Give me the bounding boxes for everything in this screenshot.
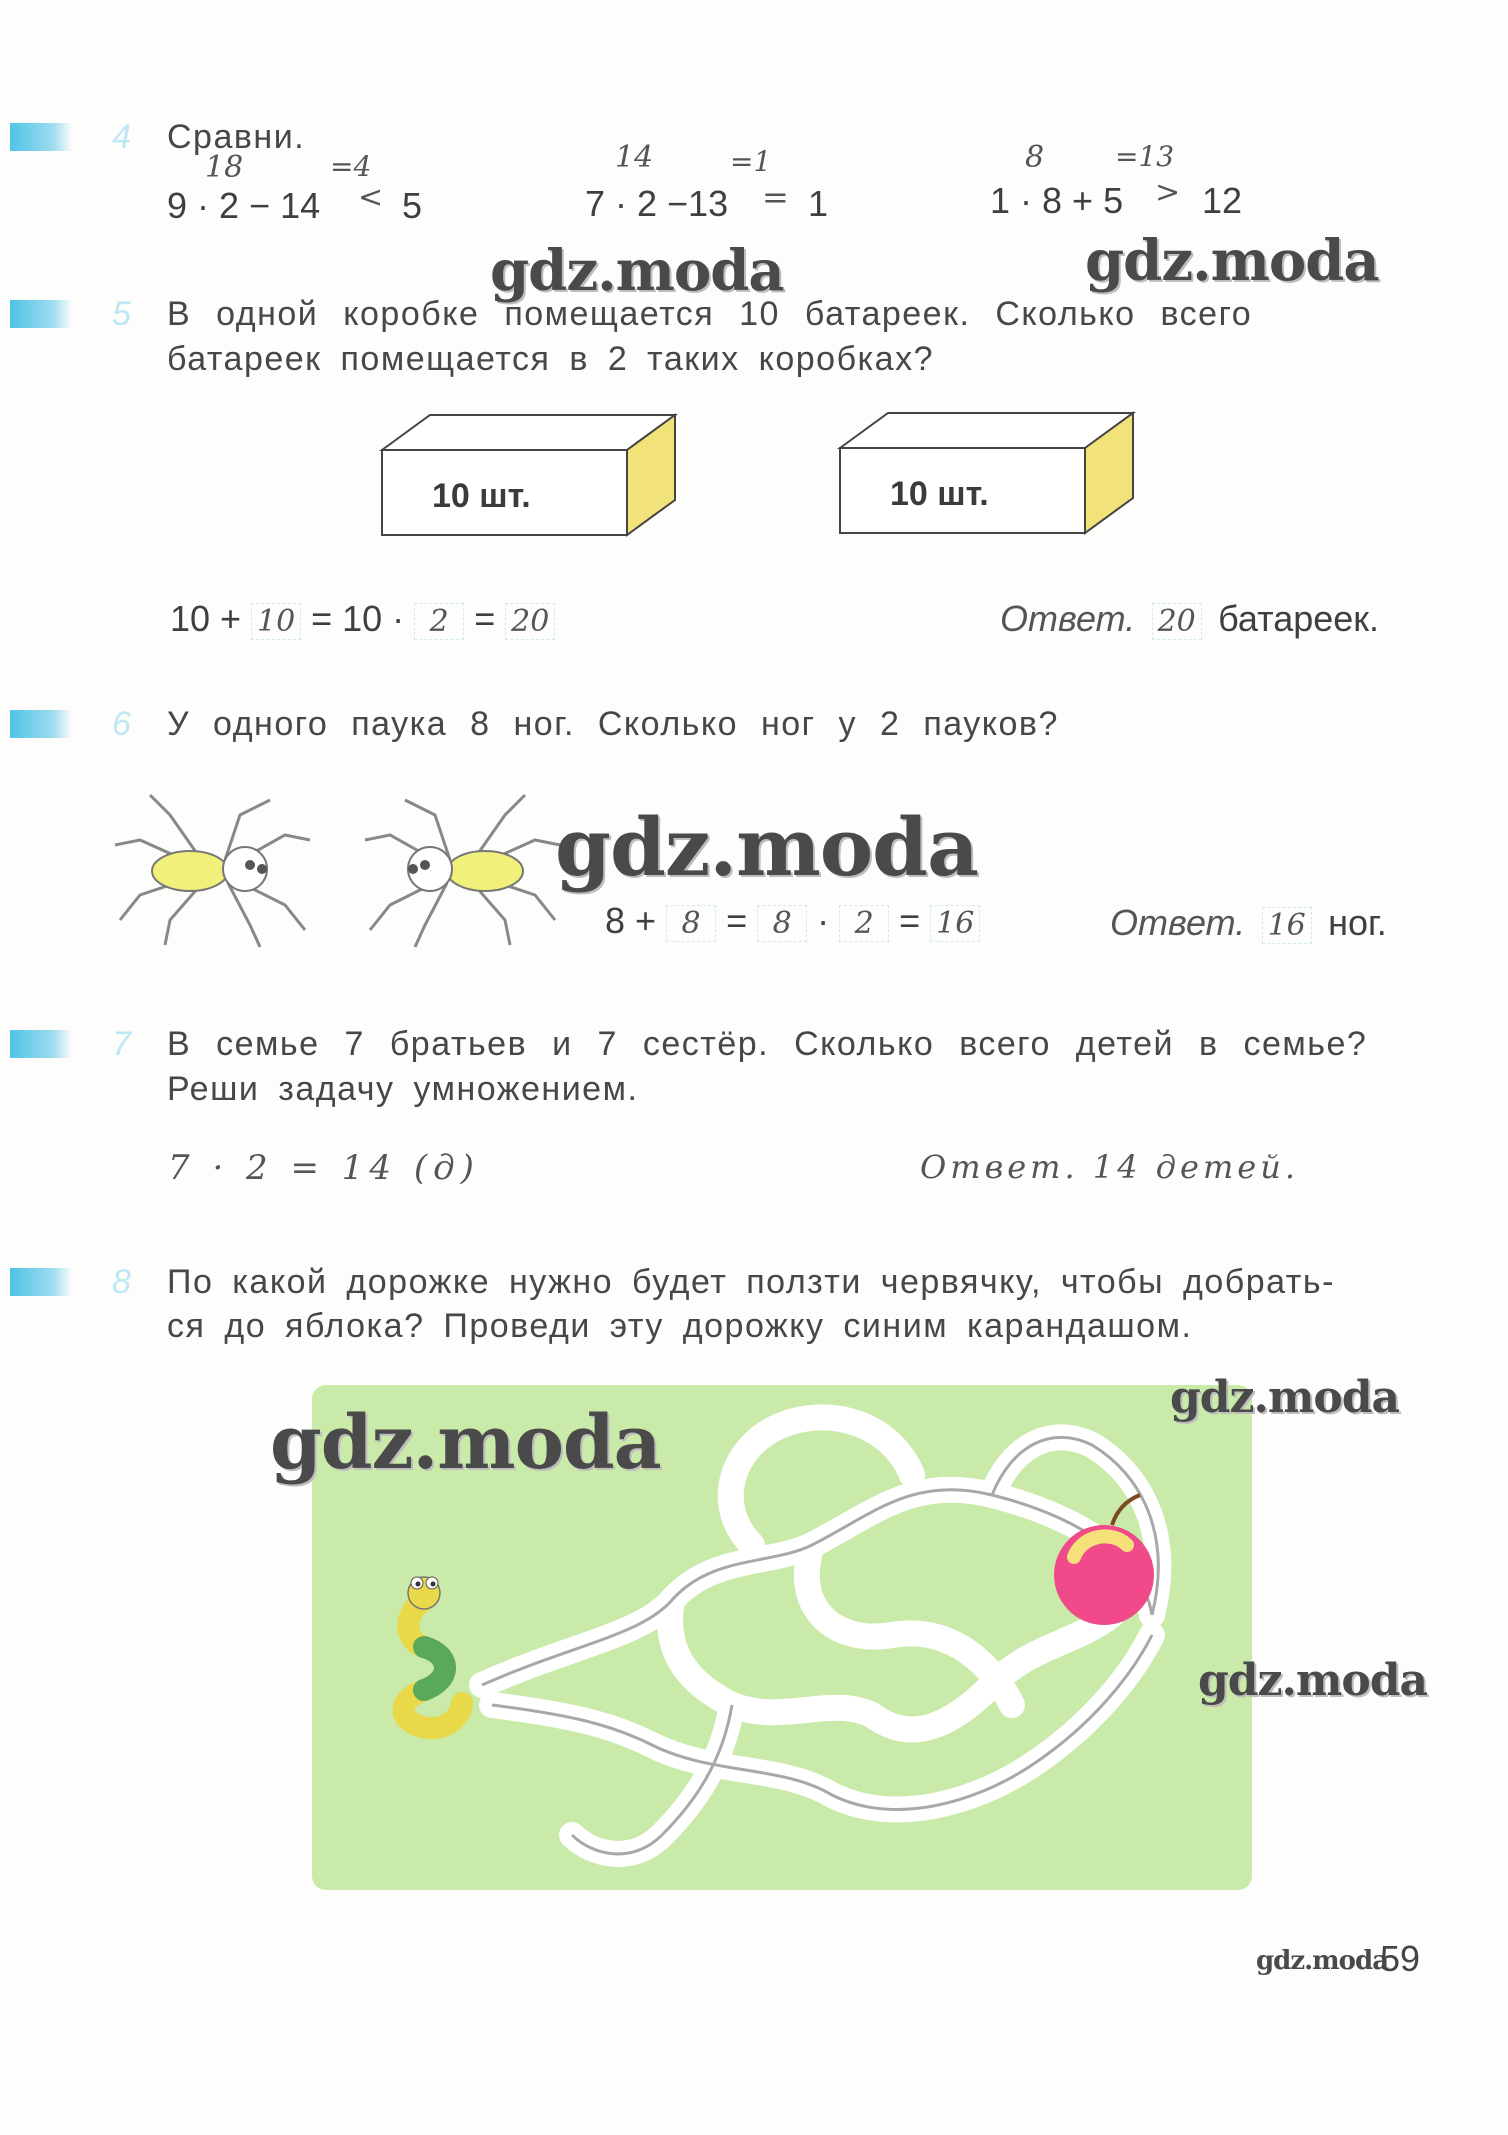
answer-label: Ответ. [1110, 902, 1246, 943]
comparison-value: 1 [808, 183, 829, 224]
task-text: По какой дорожке нужно будет ползти червячку, чтобы добрать- [167, 1263, 1335, 1301]
watermark: gdz.moda [555, 800, 978, 894]
task-number: 4 [112, 118, 131, 156]
handwritten-note: =1 [730, 145, 772, 178]
watermark: gdz.moda [1198, 1655, 1428, 1706]
answer-label: Ответ. [1000, 598, 1136, 639]
comparison-sign: > [1155, 175, 1181, 210]
comparison-sign: = [762, 178, 789, 216]
task-marker [10, 1268, 72, 1296]
page-number: 59 [1380, 1938, 1421, 1979]
answer-blank[interactable]: 20 [505, 603, 555, 640]
answer-blank[interactable]: 2 [839, 905, 889, 942]
task-marker [10, 1030, 72, 1058]
handwritten-note: 18 [205, 150, 244, 185]
task-text: В семье 7 братьев и 7 сестёр. Сколько всего детей в семье? [167, 1025, 1368, 1063]
comparison-value: 12 [1202, 180, 1243, 221]
task-number: 5 [112, 295, 131, 333]
answer-unit: ног. [1328, 902, 1387, 943]
comparison-expression: 1 · 8 + 5 [990, 180, 1124, 221]
handwritten-note: 14 [615, 140, 654, 175]
answer-line [1110, 902, 1387, 944]
task-title: Сравни. [167, 118, 306, 156]
watermark: gdz.moda [1256, 1946, 1389, 1976]
answer-blank[interactable]: 8 [757, 905, 807, 942]
task-number: 6 [112, 705, 131, 743]
task-text: В одной коробке помещается 10 батареек. Сколько всего [167, 295, 1253, 333]
box-label: 10 шт. [432, 477, 531, 515]
equation-text: 10 + [170, 598, 242, 639]
task-text: У одного паука 8 ног. Сколько ног у 2 пауков? [167, 705, 1059, 743]
task-text: Реши задачу умножением. [167, 1070, 639, 1108]
answer-unit: батареек. [1218, 598, 1380, 639]
handwritten-note: 8 [1025, 140, 1045, 175]
comparison-expression: 9 · 2 − 14 [167, 185, 321, 226]
answer-line [1000, 598, 1379, 640]
spider-illustration [355, 785, 565, 950]
handwritten-note: =4 [330, 150, 372, 183]
equation-text: 8 + [605, 900, 657, 941]
answer-blank[interactable]: 16 [930, 905, 980, 942]
battery-box-1 [370, 405, 680, 540]
battery-box-2 [828, 403, 1138, 538]
watermark: gdz.moda [490, 238, 784, 304]
equation [605, 900, 980, 942]
spider-illustration [110, 785, 320, 950]
handwritten-solution: 7 · 2 = 14 (д) [168, 1148, 480, 1188]
handwritten-answer: Ответ. 14 детей. [920, 1148, 1299, 1186]
watermark: gdz.moda [1170, 1372, 1400, 1423]
equation-text: = [726, 900, 748, 941]
comparison-sign: < [358, 180, 384, 215]
equation-text: = 10 · [311, 598, 405, 639]
handwritten-note: =13 [1115, 140, 1175, 173]
task-text: батареек помещается в 2 таких коробках? [167, 340, 934, 378]
answer-blank[interactable]: 10 [251, 603, 301, 640]
watermark: gdz.moda [270, 1400, 661, 1486]
equation-text: = [474, 598, 496, 639]
task-marker [10, 710, 72, 738]
equation [170, 598, 555, 640]
answer-blank[interactable]: 16 [1262, 907, 1312, 944]
answer-blank[interactable]: 20 [1152, 603, 1202, 640]
task-marker [10, 300, 72, 328]
task-text: ся до яблока? Проведи эту дорожку синим карандашом. [167, 1307, 1193, 1345]
answer-blank[interactable]: 8 [666, 905, 716, 942]
task-number: 8 [112, 1263, 131, 1301]
task-number: 7 [112, 1025, 131, 1063]
box-label: 10 шт. [890, 475, 989, 513]
task-marker [10, 123, 72, 151]
watermark: gdz.moda [1085, 228, 1379, 294]
comparison-value: 5 [402, 185, 423, 226]
comparison-expression: 7 · 2 −13 [585, 183, 729, 224]
answer-blank[interactable]: 2 [414, 603, 464, 640]
equation-text: · [817, 900, 830, 941]
equation-text: = [899, 900, 921, 941]
